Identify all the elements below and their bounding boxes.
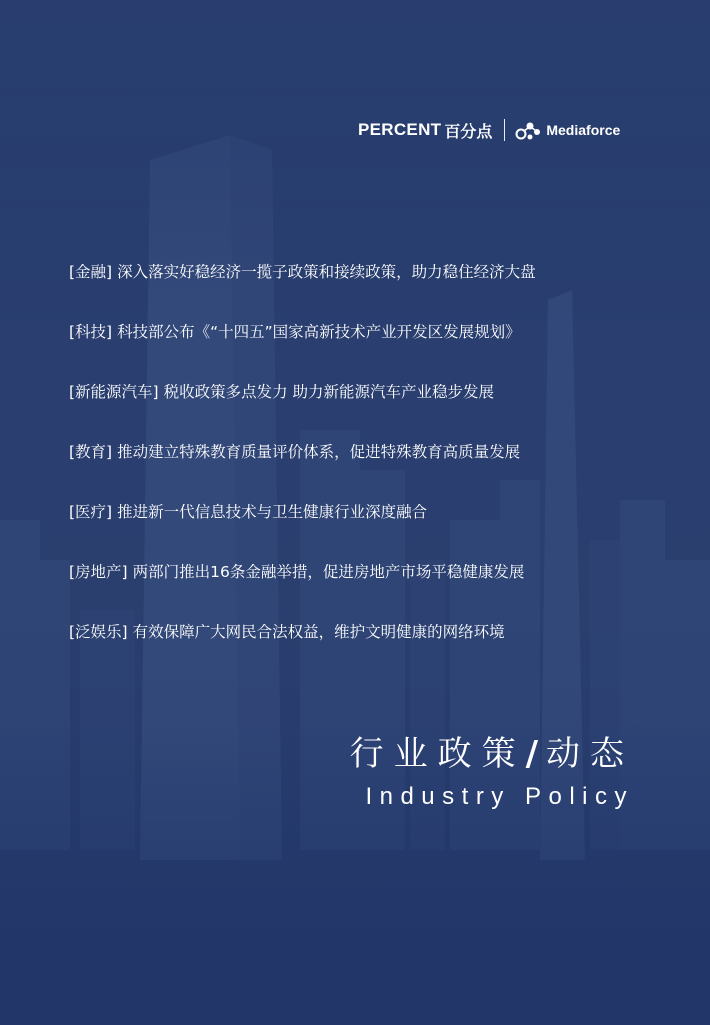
news-item-education <box>69 438 689 498</box>
section-title-cn <box>350 726 634 775</box>
news-text: 推进新一代信息技术与卫生健康行业深度融合 <box>117 503 428 521</box>
news-item-real-estate <box>69 558 689 618</box>
news-tag: [医疗] <box>69 503 113 521</box>
news-item-healthcare <box>69 498 689 558</box>
header-logo <box>358 116 620 144</box>
logo-divider <box>504 119 505 141</box>
news-item-new-energy-vehicles <box>69 378 689 438</box>
news-tag: [金融] <box>69 263 113 281</box>
mediaforce-icon <box>515 118 543 142</box>
section-title-en: Industry Policy <box>365 783 634 810</box>
news-text: 两部门推出16条金融举措，促进房地产市场平稳健康发展 <box>132 563 525 581</box>
news-text: 推动建立特殊教育质量评价体系，促进特殊教育高质量发展 <box>117 443 521 461</box>
news-tag: [泛娱乐] <box>69 623 128 641</box>
news-text: 税收政策多点发力 助力新能源汽车产业稳步发展 <box>163 383 495 401</box>
news-tag: [新能源汽车] <box>69 383 159 401</box>
news-item-technology <box>69 318 689 378</box>
news-item-entertainment <box>69 618 689 678</box>
news-tag: [房地产] <box>69 563 128 581</box>
mediaforce-logo: Mediaforce <box>546 122 621 138</box>
title-cn-part2: 动态 <box>546 734 634 774</box>
percent-logo-cn: 百分点 <box>444 121 493 141</box>
title-cn-part1: 行业政策 <box>349 734 526 774</box>
news-tag: [科技] <box>69 323 113 341</box>
percent-logo: PERCENT <box>358 120 442 139</box>
news-text: 有效保障广大网民合法权益，维护文明健康的网络环境 <box>132 623 505 641</box>
news-text: 深入落实好稳经济一揽子政策和接续政策，助力稳住经济大盘 <box>117 263 536 281</box>
news-list <box>69 258 689 678</box>
news-tag: [教育] <box>69 443 113 461</box>
news-text: 科技部公布《“十四五”国家高新技术产业开发区发展规划》 <box>117 323 521 341</box>
title-slash: / <box>525 734 546 774</box>
news-item-finance <box>69 258 689 318</box>
